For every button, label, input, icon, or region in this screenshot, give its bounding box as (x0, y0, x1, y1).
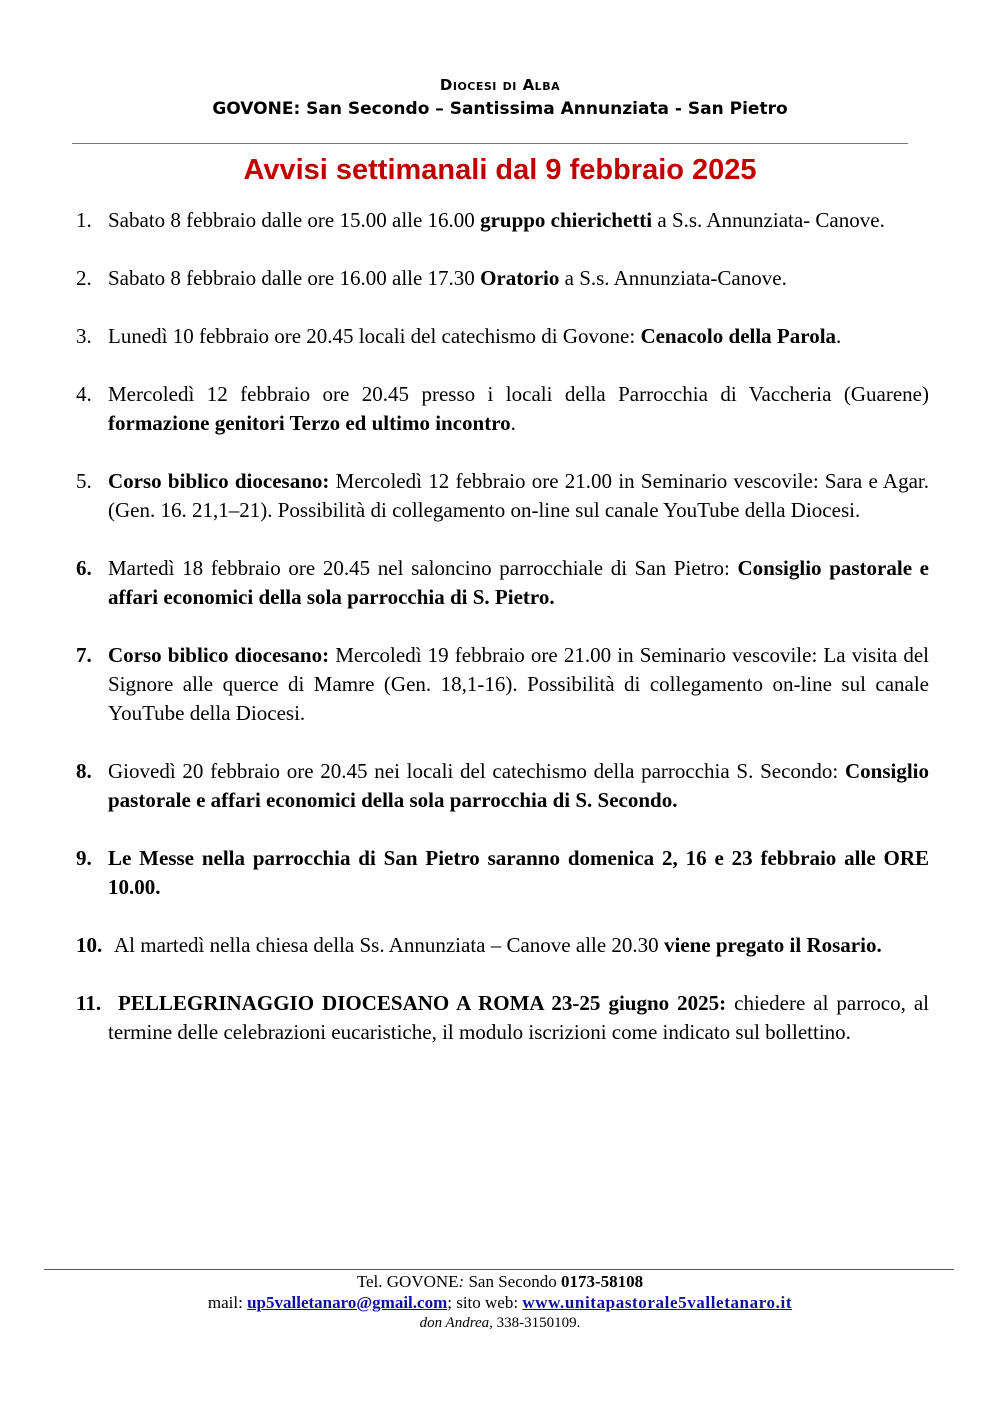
top-divider (72, 143, 908, 144)
footer-divider (44, 1269, 954, 1270)
parishes-heading: GOVONE: San Secondo – Santissima Annunziata - San Pietro (212, 99, 788, 119)
item-number: 8. (76, 759, 92, 783)
footer (0, 1271, 1000, 1334)
page-title: Avvisi settimanali dal 9 febbraio 2025 (243, 154, 757, 186)
item-number: 4. (76, 382, 92, 406)
phone-number: 0173-58108 (561, 1272, 644, 1291)
notice-list (76, 206, 929, 1076)
footer-phone-line: Tel. GOVONE: San Secondo 0173-58108 (356, 1272, 644, 1291)
notice-item-8: 8. Giovedì 20 febbraio ore 20.45 nei locali del catechismo della parrocchia S. Secondo: Consiglio pastorale e affari economici della sola parrocchia di S. Secondo. (76, 759, 929, 812)
notice-item-10: 10. Al martedì nella chiesa della Ss. Annunziata – Canove alle 20.30 viene pregato il Rosario. (76, 931, 929, 960)
item-number: 10. (76, 933, 103, 957)
item-number: 2. (76, 266, 92, 290)
item-number: 6. (76, 556, 92, 580)
item-number: 5. (76, 469, 92, 493)
website-link[interactable]: www.unitapastorale5valletanaro.it (522, 1293, 793, 1312)
item-number: 11. (76, 991, 102, 1015)
notice-item-1: 1. Sabato 8 febbraio dalle ore 15.00 alle 16.00 gruppo chierichetti a S.s. Annunziata- Canove. (76, 206, 929, 235)
notice-item-9: 9. Le Messe nella parrocchia di San Pietro saranno domenica 2, 16 e 23 febbraio alle ORE 10.00. (76, 846, 929, 899)
notice-item-2: 2. Sabato 8 febbraio dalle ore 16.00 alle 17.30 Oratorio a S.s. Annunziata-Canove. (76, 264, 929, 293)
footer-priest-line: don Andrea, 338-3150109. (419, 1315, 581, 1331)
notice-item-5: 5. Corso biblico diocesano: Mercoledì 12 febbraio ore 21.00 in Seminario vescovile: Sara e Agar. (Gen. 16. 21,1–21). Possibilità di collegamento on-line sul canale YouTube della Diocesi. (76, 469, 929, 522)
notice-item-7: 7. Corso biblico diocesano: Mercoledì 19 febbraio ore 21.00 in Seminario vescovile: La visita del Signore alle querce di Mamre (Gen. 18,1-16). Possibilità di collegamento on-line sul canale YouTube della Diocesi. (76, 643, 929, 725)
notice-item-6: 6. Martedì 18 febbraio ore 20.45 nel saloncino parrocchiale di San Pietro: Consiglio pastorale e affari economici della sola parrocchia di S. Pietro. (76, 556, 929, 609)
item-number: 9. (76, 846, 92, 870)
notice-item-4: 4. Mercoledì 12 febbraio ore 20.45 presso i locali della Parrocchia di Vaccheria (Guarene) formazione genitori Terzo ed ultimo incontro. (76, 382, 929, 435)
diocese-heading: Diocesi di Alba (439, 76, 561, 94)
notice-item-11: 11. PELLEGRINAGGIO DIOCESANO A ROMA 23-25 giugno 2025: chiedere al parroco, al termine delle celebrazioni eucaristiche, il modulo iscrizioni come indicato sul bollettino. (76, 991, 929, 1044)
item-number: 3. (76, 324, 92, 348)
email-link[interactable]: up5valletanaro@gmail.com (247, 1293, 448, 1312)
item-number: 1. (76, 208, 92, 232)
notice-item-3: 3. Lunedì 10 febbraio ore 20.45 locali del catechismo di Govone: Cenacolo della Parola. (76, 322, 929, 351)
footer-contact-line: mail: up5valletanaro@gmail.com; sito web: www.unitapastorale5valletanaro.it (207, 1293, 793, 1312)
item-number: 7. (76, 643, 92, 667)
